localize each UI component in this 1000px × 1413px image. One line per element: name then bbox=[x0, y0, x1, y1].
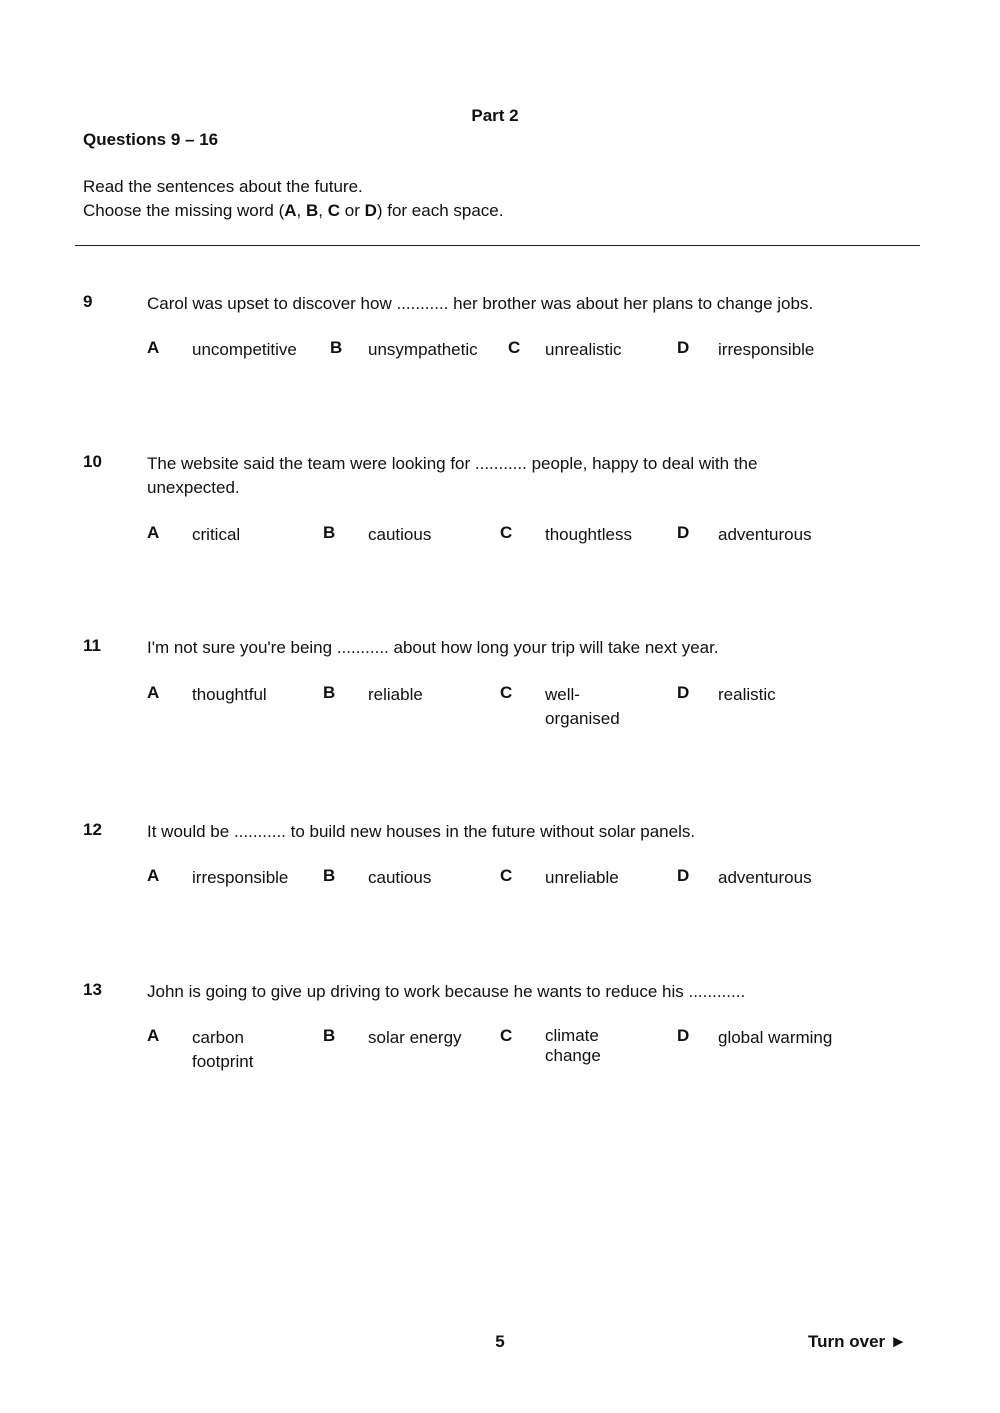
option-d-text: irresponsible bbox=[718, 340, 815, 359]
option-b-text: reliable bbox=[368, 685, 423, 704]
option-letter: C bbox=[500, 683, 513, 702]
option-a-text: irresponsible bbox=[192, 868, 289, 887]
option-a-text: uncompetitive bbox=[192, 340, 297, 359]
option-a-text: thoughtful bbox=[192, 685, 267, 704]
option-d-text: global warming bbox=[718, 1028, 833, 1047]
option-d-text: adventurous bbox=[718, 868, 812, 887]
option-c-text: well-organised bbox=[545, 685, 620, 728]
option-b-text: cautious bbox=[368, 525, 432, 544]
option-letter: D bbox=[677, 523, 690, 542]
question-text: John is going to give up driving to work because he wants to reduce his ............ bbox=[147, 982, 746, 1001]
questions-range: Questions 9 – 16 bbox=[83, 130, 219, 149]
option-b-text: cautious bbox=[368, 868, 432, 887]
instruction-separator: , bbox=[318, 201, 328, 220]
part-title: Part 2 bbox=[471, 106, 519, 125]
divider-line bbox=[75, 245, 920, 246]
instruction-letter-b: B bbox=[306, 201, 319, 220]
option-letter: B bbox=[323, 683, 336, 702]
question-number: 12 bbox=[83, 820, 102, 839]
page-number: 5 bbox=[495, 1332, 505, 1351]
option-b-text: unsympathetic bbox=[368, 340, 478, 359]
option-letter: C bbox=[508, 338, 521, 357]
option-letter: B bbox=[323, 866, 336, 885]
question-number: 11 bbox=[83, 636, 101, 655]
option-b-text: solar energy bbox=[368, 1028, 462, 1047]
option-letter: D bbox=[677, 1026, 690, 1045]
question-text: I'm not sure you're being ........... about how long your trip will take next year. bbox=[147, 638, 719, 657]
question-number: 9 bbox=[83, 292, 93, 311]
question-text: It would be ........... to build new houses in the future without solar panels. bbox=[147, 822, 696, 841]
option-letter: C bbox=[500, 1026, 513, 1045]
option-letter: A bbox=[147, 866, 160, 885]
question-number: 13 bbox=[83, 980, 102, 999]
option-d-text: adventurous bbox=[718, 525, 812, 544]
question-text: Carol was upset to discover how ........... her brother was about her plans to change jobs. bbox=[147, 294, 814, 313]
option-letter: D bbox=[677, 683, 690, 702]
option-a-text: critical bbox=[192, 525, 241, 544]
option-letter: A bbox=[147, 683, 160, 702]
option-letter: B bbox=[323, 1026, 336, 1045]
option-letter: C bbox=[500, 523, 513, 542]
instruction-text-end: ) for each space. bbox=[376, 201, 504, 220]
instruction-line-2 bbox=[83, 201, 503, 221]
option-c-text: unreliable bbox=[545, 868, 619, 887]
option-letter: A bbox=[147, 338, 160, 357]
option-a-text: carbon footprint bbox=[192, 1028, 254, 1071]
option-c-text: climate change bbox=[545, 1026, 601, 1065]
instruction-letter-d: D bbox=[364, 201, 377, 220]
option-letter: A bbox=[147, 1026, 160, 1045]
option-letter: D bbox=[677, 338, 690, 357]
turn-over-label: Turn over ► bbox=[808, 1332, 907, 1351]
option-letter: C bbox=[500, 866, 513, 885]
instruction-line-1: Read the sentences about the future. bbox=[83, 177, 363, 196]
option-letter: A bbox=[147, 523, 160, 542]
instruction-separator: , bbox=[296, 201, 306, 220]
instruction-letter-c: C bbox=[327, 201, 341, 220]
option-c-text: thoughtless bbox=[545, 525, 632, 544]
instruction-text: Choose the missing word ( bbox=[83, 201, 285, 220]
instruction-letter-a: A bbox=[284, 201, 297, 220]
option-letter: D bbox=[677, 866, 690, 885]
option-d-text: realistic bbox=[718, 685, 776, 704]
instruction-or: or bbox=[340, 201, 365, 220]
option-letter: B bbox=[323, 523, 336, 542]
question-number: 10 bbox=[83, 452, 102, 471]
option-c-text: unrealistic bbox=[545, 340, 622, 359]
question-text: The website said the team were looking for ........... people, happy to deal with the unexpected. bbox=[147, 454, 758, 497]
option-letter: B bbox=[330, 338, 343, 357]
